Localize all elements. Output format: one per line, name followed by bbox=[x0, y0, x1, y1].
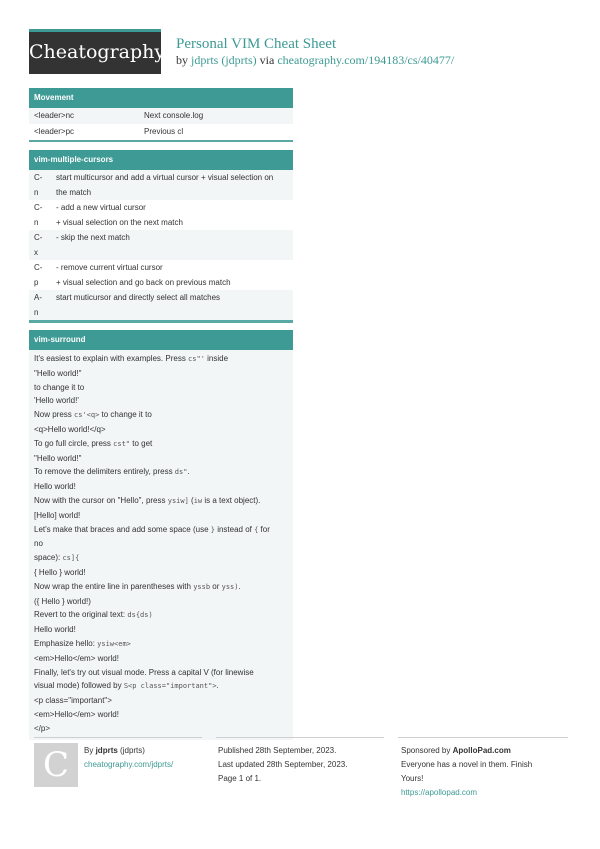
author-handle: (jdprts) bbox=[120, 746, 145, 755]
text-segment: inside bbox=[204, 354, 229, 363]
text-segment: to get bbox=[130, 438, 153, 448]
text-line bbox=[34, 367, 288, 381]
text-segment: . bbox=[187, 467, 190, 477]
table-row bbox=[29, 124, 293, 140]
table-row bbox=[29, 200, 293, 230]
author-name[interactable]: jdprts bbox=[95, 746, 118, 755]
sponsor-prefix: Sponsored by bbox=[401, 746, 451, 755]
author-url-link[interactable]: cheatography.com/jdprts/ bbox=[84, 760, 174, 769]
description: - skip the next match bbox=[56, 233, 130, 242]
avatar[interactable] bbox=[34, 743, 78, 787]
text-segment: or bbox=[210, 581, 222, 591]
keybind: C- p bbox=[34, 263, 43, 287]
keybind: C- n bbox=[34, 203, 43, 227]
text-line bbox=[34, 666, 288, 680]
keybind: C- x bbox=[34, 233, 43, 257]
text-line bbox=[34, 537, 288, 551]
keybind: C- n bbox=[34, 173, 43, 197]
text-segment: </p> bbox=[34, 723, 51, 733]
author-prefix: By bbox=[84, 746, 94, 755]
description: start multicursor and add a virtual cursor + visual selection on the match bbox=[56, 173, 274, 197]
text-segment: visual mode) followed by bbox=[34, 681, 124, 691]
text-segment: 'Hello world!' bbox=[34, 396, 79, 406]
text-line bbox=[34, 509, 288, 523]
text-segment: { Hello } world! bbox=[34, 567, 86, 577]
sponsor-url-link[interactable]: https://apollopad.com bbox=[401, 788, 478, 797]
description: Previous cl bbox=[144, 127, 184, 136]
text-segment: for bbox=[258, 524, 270, 534]
table-row bbox=[29, 170, 293, 200]
footer-divider bbox=[216, 737, 384, 738]
table-row bbox=[29, 260, 293, 290]
text-line bbox=[34, 408, 288, 423]
text-segment: instead of bbox=[214, 524, 255, 534]
text-segment: [Hello] world! bbox=[34, 510, 81, 520]
code-snippet: ds" bbox=[174, 468, 188, 477]
text-segment: to change it to bbox=[34, 382, 85, 392]
text-line bbox=[34, 566, 288, 580]
text-line bbox=[34, 465, 288, 480]
page-title: Personal VIM Cheat Sheet bbox=[176, 36, 337, 52]
text-segment: space): bbox=[34, 553, 63, 563]
text-segment: Let's make that braces and add some space (use bbox=[34, 524, 211, 534]
avatar-glyph: C bbox=[42, 745, 69, 785]
text-line bbox=[34, 480, 288, 494]
text-line bbox=[34, 423, 288, 437]
footer-dates bbox=[218, 744, 347, 786]
description: - remove current virtual cursor + visual selection and go back on previous match bbox=[56, 263, 231, 287]
text-segment: ({ Hello } world!) bbox=[34, 596, 91, 606]
multiple-cursors-section bbox=[29, 150, 293, 323]
text-segment: Hello world! bbox=[34, 482, 76, 492]
text-line bbox=[34, 523, 288, 538]
byline-via: via bbox=[259, 53, 275, 67]
text-line bbox=[34, 551, 288, 566]
text-segment: is a text object). bbox=[202, 495, 261, 505]
code-snippet: yss) bbox=[221, 582, 239, 591]
code-snippet: cst" bbox=[113, 439, 130, 448]
section-title: Movement bbox=[29, 88, 293, 108]
logo-text: Cheatography bbox=[29, 41, 166, 63]
text-segment: Now with the cursor on "Hello", press bbox=[34, 495, 168, 505]
text-segment: Revert to the original text: bbox=[34, 610, 128, 620]
footer-sponsor bbox=[401, 744, 532, 800]
text-segment: Hello world! bbox=[34, 625, 76, 635]
description: Next console.log bbox=[144, 111, 204, 120]
sheet-url-link[interactable]: cheatography.com/194183/cs/40477/ bbox=[277, 53, 455, 67]
code-snippet: } bbox=[210, 525, 215, 534]
section-divider bbox=[29, 140, 293, 142]
code-snippet: yssb bbox=[193, 582, 211, 591]
text-line bbox=[34, 580, 288, 595]
text-segment: <q>Hello world!</q> bbox=[34, 424, 106, 434]
code-snippet: cs"' bbox=[188, 355, 205, 363]
footer-divider bbox=[34, 737, 202, 738]
text-segment: Now wrap the entire line in parentheses with bbox=[34, 581, 194, 591]
text-line bbox=[34, 694, 288, 708]
text-segment: . bbox=[216, 681, 219, 691]
text-line bbox=[34, 394, 288, 408]
code-snippet: S<p class="important"> bbox=[123, 682, 217, 691]
text-segment: no bbox=[34, 539, 43, 549]
table-row bbox=[29, 108, 293, 124]
movement-section bbox=[29, 88, 293, 142]
cheatography-logo[interactable] bbox=[29, 29, 166, 74]
footer-author bbox=[84, 744, 173, 772]
text-line bbox=[34, 708, 288, 722]
text-segment: It's easiest to explain with examples. Press bbox=[34, 354, 189, 363]
text-line bbox=[34, 637, 288, 652]
text-segment: Finally, let's try out visual mode. Press a capital V (for linewise bbox=[34, 667, 254, 677]
text-segment: Emphasize hello: bbox=[34, 638, 98, 648]
byline bbox=[176, 53, 454, 68]
sponsor-name[interactable]: ApolloPad.com bbox=[452, 746, 511, 755]
text-segment: to change it to bbox=[99, 410, 152, 420]
text-line bbox=[34, 608, 288, 623]
text-segment: "Hello world!" bbox=[34, 453, 82, 463]
code-snippet: ysiw] bbox=[167, 496, 189, 505]
keybind: A- n bbox=[34, 293, 42, 317]
page-number: Page 1 of 1. bbox=[218, 774, 262, 783]
table-row bbox=[29, 230, 293, 260]
keybind: <leader>pc bbox=[34, 127, 75, 136]
text-segment: ( bbox=[188, 495, 194, 505]
description: - add a new virtual cursor + visual selection on the next match bbox=[56, 203, 183, 227]
code-snippet: cs]{ bbox=[62, 554, 80, 563]
table-row bbox=[29, 290, 293, 320]
surround-text bbox=[29, 350, 293, 740]
footer-divider bbox=[398, 737, 568, 738]
text-segment: To go full circle, press bbox=[34, 438, 114, 448]
code-snippet: ysiw<em> bbox=[97, 639, 131, 648]
section-title: vim-surround bbox=[29, 330, 293, 350]
code-snippet: iw bbox=[193, 496, 203, 505]
sponsor-text: Everyone has a novel in them. Finish bbox=[401, 760, 533, 769]
text-line bbox=[34, 595, 288, 609]
text-line bbox=[34, 494, 288, 509]
description: start muticursor and directly select all matches bbox=[56, 293, 221, 302]
text-line bbox=[34, 652, 288, 666]
section-title: vim-multiple-cursors bbox=[29, 150, 293, 170]
code-snippet: ds{ds) bbox=[127, 611, 153, 620]
text-segment: <p class="important"> bbox=[34, 696, 112, 706]
text-line bbox=[34, 452, 288, 466]
text-line bbox=[34, 352, 288, 367]
text-segment: To remove the delimiters entirely, press bbox=[34, 467, 175, 477]
text-line bbox=[34, 722, 288, 736]
text-segment: "Hello world!" bbox=[34, 368, 82, 378]
section-divider bbox=[29, 320, 293, 323]
author-link[interactable]: jdprts (jdprts) bbox=[191, 53, 257, 67]
sponsor-text: Yours! bbox=[401, 774, 424, 783]
code-snippet: { bbox=[254, 525, 259, 534]
text-segment: . bbox=[238, 581, 241, 591]
text-segment: <em>Hello</em> world! bbox=[34, 709, 119, 719]
text-segment: Now press bbox=[34, 410, 75, 420]
updated-date: Last updated 28th September, 2023. bbox=[218, 760, 348, 769]
text-line bbox=[34, 623, 288, 637]
text-line bbox=[34, 437, 288, 452]
byline-prefix: by bbox=[176, 53, 188, 67]
published-date: Published 28th September, 2023. bbox=[218, 746, 337, 755]
text-line bbox=[34, 679, 288, 694]
surround-section bbox=[29, 330, 293, 740]
text-segment: <em>Hello</em> world! bbox=[34, 653, 119, 663]
text-line bbox=[34, 381, 288, 395]
keybind: <leader>nc bbox=[34, 111, 75, 120]
code-snippet: cs'<q> bbox=[74, 411, 100, 420]
